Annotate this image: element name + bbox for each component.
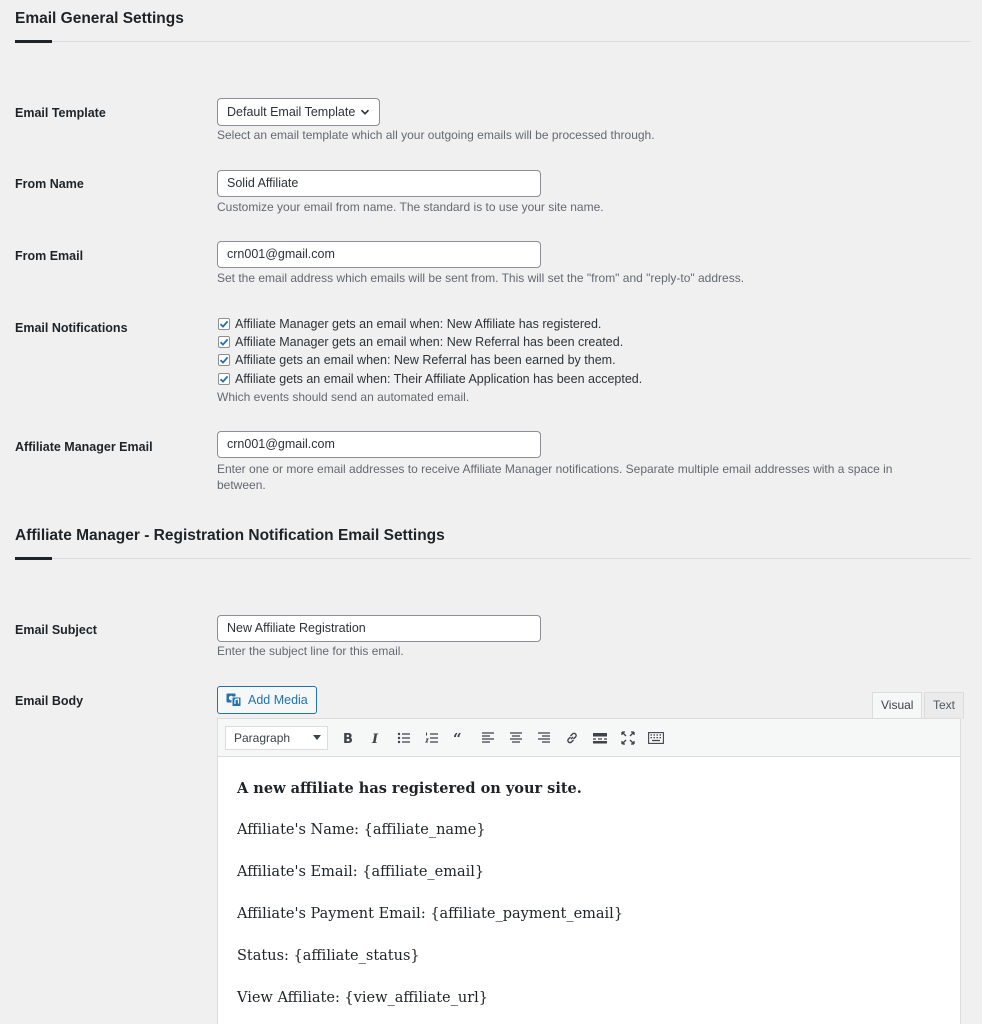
email-template-label: Email Template bbox=[15, 106, 106, 120]
section-title-general: Email General Settings bbox=[15, 10, 184, 27]
email-template-select[interactable] bbox=[217, 98, 380, 126]
body-line: Status: {affiliate_status} bbox=[237, 948, 420, 964]
manager-email-input[interactable]: crn001@gmail.com bbox=[217, 431, 541, 458]
bulleted-list-icon[interactable] bbox=[390, 724, 418, 752]
section-accent-bar bbox=[15, 40, 52, 43]
notification-option[interactable] bbox=[218, 335, 623, 349]
fullscreen-icon[interactable] bbox=[614, 724, 642, 752]
email-notifications-label: Email Notifications bbox=[15, 321, 128, 335]
section-title-registration: Affiliate Manager - Registration Notification Email Settings bbox=[15, 527, 445, 544]
body-line: Affiliate's Payment Email: {affiliate_payment_email} bbox=[237, 906, 624, 922]
body-line: Affiliate's Name: {affiliate_name} bbox=[237, 822, 486, 838]
body-line: View Affiliate: {view_affiliate_url} bbox=[237, 990, 489, 1006]
manager-email-description-cont: between. bbox=[217, 478, 266, 492]
svg-text:B: B bbox=[343, 731, 353, 745]
chevron-down-icon bbox=[360, 107, 370, 117]
tab-text[interactable]: Text bbox=[924, 692, 964, 719]
add-media-button[interactable] bbox=[217, 686, 317, 714]
email-subject-description: Enter the subject line for this email. bbox=[217, 644, 404, 658]
checkbox[interactable] bbox=[218, 354, 230, 366]
svg-text:“: “ bbox=[453, 730, 462, 745]
media-icon bbox=[226, 693, 242, 707]
align-right-icon[interactable] bbox=[530, 724, 558, 752]
email-template-value: Default Email Template bbox=[227, 105, 356, 119]
email-body-editor[interactable] bbox=[217, 756, 961, 1024]
body-line: Affiliate's Email: {affiliate_email} bbox=[237, 864, 485, 880]
read-more-icon[interactable] bbox=[586, 724, 614, 752]
email-subject-label: Email Subject bbox=[15, 623, 97, 637]
editor-toolbar bbox=[217, 718, 961, 756]
caret-down-icon bbox=[313, 735, 321, 741]
email-body-label: Email Body bbox=[15, 694, 84, 708]
svg-text:I: I bbox=[372, 731, 379, 745]
bold-icon[interactable] bbox=[334, 724, 362, 752]
from-email-input[interactable]: crn001@gmail.com bbox=[217, 241, 541, 268]
notification-option-label: Affiliate Manager gets an email when: New Referral has been created. bbox=[235, 335, 624, 349]
email-notifications-description: Which events should send an automated email. bbox=[217, 390, 470, 404]
from-name-description: Customize your email from name. The standard is to use your site name. bbox=[217, 200, 604, 214]
checkmark-icon bbox=[219, 374, 229, 384]
notification-option[interactable] bbox=[218, 372, 642, 386]
tab-visual[interactable]: Visual bbox=[872, 692, 922, 719]
section-divider bbox=[15, 41, 971, 42]
manager-email-description: Enter one or more email addresses to receive Affiliate Manager notifications. Separate multiple email addresses with a space in bbox=[217, 462, 893, 476]
body-heading: A new affiliate has registered on your site. bbox=[237, 780, 582, 797]
toolbar-toggle-icon[interactable] bbox=[642, 724, 670, 752]
align-center-icon[interactable] bbox=[502, 724, 530, 752]
from-email-description: Set the email address which emails will be sent from. This will set the "from" and "reply-to" address. bbox=[217, 271, 745, 285]
align-left-icon[interactable] bbox=[474, 724, 502, 752]
from-email-label: From Email bbox=[15, 249, 84, 263]
checkbox[interactable] bbox=[218, 373, 230, 385]
manager-email-label: Affiliate Manager Email bbox=[15, 440, 153, 454]
checkbox[interactable] bbox=[218, 318, 230, 330]
section-divider bbox=[15, 558, 971, 559]
add-media-label: Add Media bbox=[248, 693, 308, 707]
notification-option-label: Affiliate gets an email when: Their Affiliate Application has been accepted. bbox=[235, 372, 643, 386]
email-subject-input[interactable]: New Affiliate Registration bbox=[217, 615, 541, 642]
notification-option[interactable] bbox=[218, 353, 616, 367]
notification-option[interactable] bbox=[218, 317, 601, 331]
checkbox[interactable] bbox=[218, 336, 230, 348]
section-accent-bar bbox=[15, 557, 52, 560]
numbered-list-icon[interactable] bbox=[418, 724, 446, 752]
italic-icon[interactable] bbox=[362, 724, 390, 752]
format-select[interactable] bbox=[225, 726, 328, 750]
from-name-label: From Name bbox=[15, 177, 84, 191]
blockquote-icon[interactable] bbox=[446, 724, 474, 752]
checkmark-icon bbox=[219, 337, 229, 347]
from-name-input[interactable]: Solid Affiliate bbox=[217, 170, 541, 197]
notification-option-label: Affiliate gets an email when: New Referral has been earned by them. bbox=[235, 353, 616, 367]
checkmark-icon bbox=[219, 319, 229, 329]
notification-option-label: Affiliate Manager gets an email when: New Affiliate has registered. bbox=[235, 317, 602, 331]
checkmark-icon bbox=[219, 355, 229, 365]
email-template-description: Select an email template which all your outgoing emails will be processed through. bbox=[217, 128, 655, 142]
link-icon[interactable] bbox=[558, 724, 586, 752]
format-select-value: Paragraph bbox=[234, 730, 291, 745]
